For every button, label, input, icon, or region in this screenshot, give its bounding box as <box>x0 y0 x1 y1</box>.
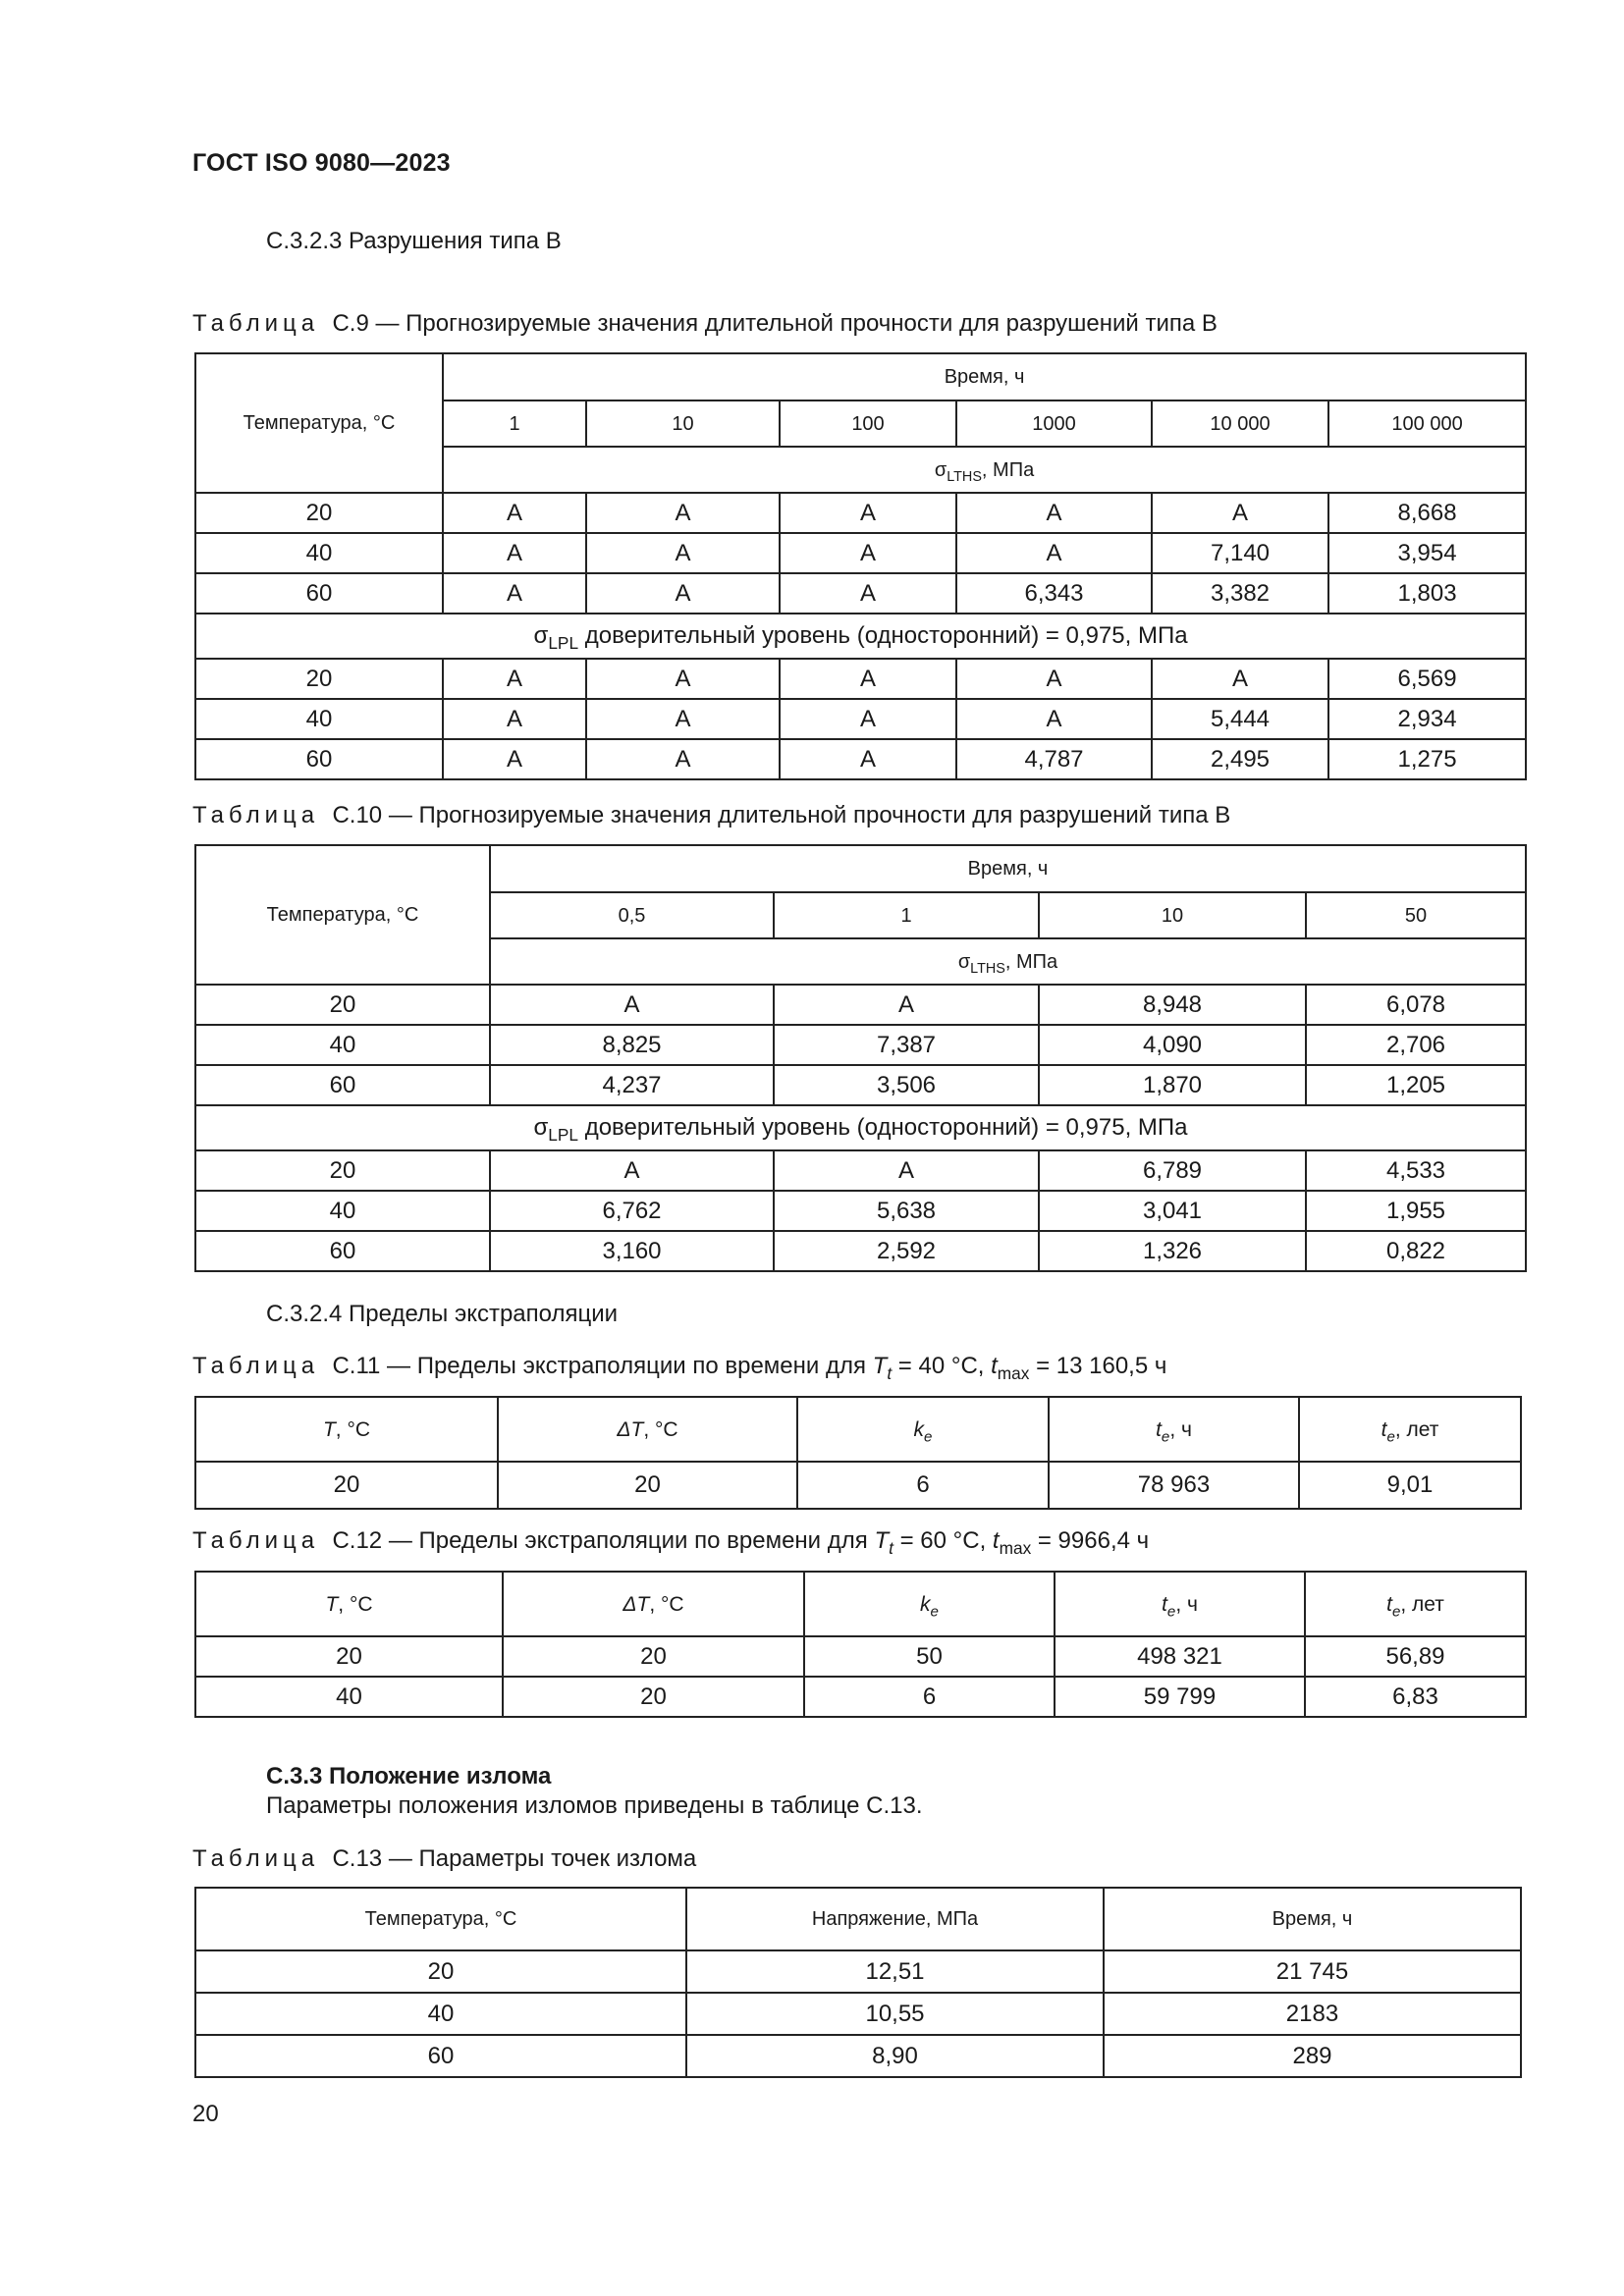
sub: e <box>1386 1427 1395 1445</box>
table-cell: 50 <box>804 1636 1055 1677</box>
table-cell: А <box>490 1150 774 1191</box>
table-cell: А <box>443 739 586 779</box>
sub: e <box>924 1427 933 1445</box>
table-cell: 289 <box>1104 2035 1521 2077</box>
table-cell: А <box>774 985 1039 1025</box>
lpl-text: доверительный уровень (односторонний) = 0,975, МПа <box>578 622 1188 649</box>
table-cell: А <box>443 573 586 614</box>
time-col-10: 10 <box>586 400 780 447</box>
time-header: Время, ч <box>490 845 1526 892</box>
temp-header: Температура, °С <box>195 845 490 985</box>
table-cell: 6,789 <box>1039 1150 1306 1191</box>
table-cell: 7,140 <box>1152 533 1328 573</box>
table-cell: А <box>956 493 1152 533</box>
col-t-header <box>1055 1572 1305 1636</box>
sigma-sub: LTHS <box>970 960 1005 977</box>
sigma-symbol: σ <box>533 622 549 649</box>
table-c10-caption <box>192 802 1230 829</box>
table-cell: 4,787 <box>956 739 1152 779</box>
table-c9 <box>194 352 1527 780</box>
table-cell: 20 <box>195 1636 503 1677</box>
sigma-lpl-row <box>195 1105 1526 1150</box>
table-c11-caption <box>192 1353 1167 1384</box>
caption-end: = 13 160,5 ч <box>1029 1353 1167 1379</box>
table-cell: А <box>586 493 780 533</box>
caption-tmax: t <box>992 1527 1000 1554</box>
table-cell: 6 <box>797 1462 1049 1509</box>
table-cell: А <box>586 699 780 739</box>
time-col-100000: 100 000 <box>1328 400 1526 447</box>
caption-tmax: t <box>991 1353 998 1379</box>
table-cell: 8,668 <box>1328 493 1526 533</box>
table-cell: 6,83 <box>1305 1677 1526 1717</box>
table-cell: А <box>1152 493 1328 533</box>
time-col-0-5: 0,5 <box>490 892 774 938</box>
time-col-1000: 1000 <box>956 400 1152 447</box>
caption-tmax-sub: max <box>997 1363 1030 1384</box>
table-cell: 60 <box>195 739 443 779</box>
table-cell: А <box>490 985 774 1025</box>
table-cell: 0,822 <box>1306 1231 1526 1271</box>
table-cell: 1,326 <box>1039 1231 1306 1271</box>
table-c13 <box>194 1887 1522 2078</box>
caption-mid: = 60 °С, <box>893 1527 993 1554</box>
time-header: Время, ч <box>443 353 1526 400</box>
col-years-header <box>1299 1397 1521 1462</box>
col-years-header <box>1305 1572 1526 1636</box>
table-cell: 3,506 <box>774 1065 1039 1105</box>
table-cell: А <box>774 1150 1039 1191</box>
time-header: Время, ч <box>1104 1888 1521 1950</box>
table-c13-caption <box>192 1845 696 1873</box>
table-cell: А <box>586 573 780 614</box>
table-cell: 498 321 <box>1055 1636 1305 1677</box>
section-body-c33: Параметры положения изломов приведены в таблице С.13. <box>266 1792 923 1819</box>
sub: e <box>930 1602 939 1620</box>
table-cell: 4,533 <box>1306 1150 1526 1191</box>
caption-pre: С.11 — Пределы экстраполяции по времени для <box>332 1353 873 1379</box>
table-cell: 4,237 <box>490 1065 774 1105</box>
table-cell: А <box>1152 659 1328 699</box>
caption-pre: С.12 — Пределы экстраполяции по времени для <box>332 1527 875 1554</box>
symbol: k <box>913 1417 925 1441</box>
symbol: T <box>325 1592 339 1616</box>
time-col-100: 100 <box>780 400 956 447</box>
table-cell: 40 <box>195 699 443 739</box>
table-c9-caption <box>192 310 1218 338</box>
section-title-c324: С.3.2.4 Пределы экстраполяции <box>266 1301 619 1327</box>
table-cell: 78 963 <box>1049 1462 1299 1509</box>
table-cell: 3,041 <box>1039 1191 1306 1231</box>
table-cell: 20 <box>195 493 443 533</box>
sub: e <box>1391 1602 1401 1620</box>
table-cell: 1,870 <box>1039 1065 1306 1105</box>
document-header: ГОСТ ISO 9080—2023 <box>192 149 451 177</box>
symbol: t <box>1380 1417 1387 1441</box>
table-cell: 6 <box>804 1677 1055 1717</box>
table-cell: А <box>780 493 956 533</box>
table-c10 <box>194 844 1527 1272</box>
table-cell: А <box>956 533 1152 573</box>
table-cell: А <box>780 533 956 573</box>
table-cell: 20 <box>195 1462 498 1509</box>
table-cell: 20 <box>498 1462 797 1509</box>
table-cell: 6,343 <box>956 573 1152 614</box>
table-cell: 40 <box>195 533 443 573</box>
symbol: T <box>322 1417 336 1441</box>
table-cell: 3,382 <box>1152 573 1328 614</box>
table-cell: 6,762 <box>490 1191 774 1231</box>
caption-t-sub: t <box>889 1538 893 1559</box>
symbol: t <box>1386 1592 1392 1616</box>
table-cell: 20 <box>503 1677 804 1717</box>
table-cell: 40 <box>195 1191 490 1231</box>
symbol: ΔT <box>623 1592 650 1616</box>
table-cell: 8,948 <box>1039 985 1306 1025</box>
sigma-unit: , МПа <box>1004 950 1058 973</box>
sigma-symbol: σ <box>934 458 947 481</box>
table-cell: 40 <box>195 1025 490 1065</box>
table-cell: 56,89 <box>1305 1636 1526 1677</box>
table-label: Таблица <box>192 802 320 828</box>
table-cell: 5,638 <box>774 1191 1039 1231</box>
table-cell: 4,090 <box>1039 1025 1306 1065</box>
table-cell: 20 <box>195 1150 490 1191</box>
table-cell: А <box>586 739 780 779</box>
caption-t-sub: t <box>887 1363 893 1384</box>
page-number: 20 <box>192 2101 219 2127</box>
table-cell: А <box>956 699 1152 739</box>
table-cell: А <box>956 659 1152 699</box>
temp-header: Температура, °С <box>195 353 443 493</box>
symbol: ΔT <box>617 1417 644 1441</box>
table-cell: 10,55 <box>686 1993 1104 2035</box>
table-cell: 2,706 <box>1306 1025 1526 1065</box>
symbol: k <box>920 1592 931 1616</box>
section-title-c323: С.3.2.3 Разрушения типа В <box>266 228 562 254</box>
caption-end: = 9966,4 ч <box>1031 1527 1150 1554</box>
table-cell: А <box>586 659 780 699</box>
table-cell: 1,275 <box>1328 739 1526 779</box>
table-cell: 7,387 <box>774 1025 1039 1065</box>
lpl-text: доверительный уровень (односторонний) = 0,975, МПа <box>578 1114 1188 1141</box>
table-cell: 1,803 <box>1328 573 1526 614</box>
sub: e <box>1166 1602 1176 1620</box>
sigma-sub: LPL <box>548 1125 579 1146</box>
table-cell: 2,934 <box>1328 699 1526 739</box>
table-cell: 8,90 <box>686 2035 1104 2077</box>
table-label: Таблица <box>192 310 320 337</box>
unit: , лет <box>1394 1417 1439 1441</box>
col-dT-header <box>503 1572 804 1636</box>
table-cell: А <box>780 573 956 614</box>
table-cell: 60 <box>195 1231 490 1271</box>
table-cell: 1,955 <box>1306 1191 1526 1231</box>
symbol: t <box>1156 1417 1162 1441</box>
caption-text: С.13 — Параметры точек излома <box>332 1845 697 1872</box>
stress-header: Напряжение, МПа <box>686 1888 1104 1950</box>
unit: , °С <box>338 1592 373 1616</box>
table-cell: А <box>443 699 586 739</box>
symbol: t <box>1162 1592 1167 1616</box>
table-cell: 1,205 <box>1306 1065 1526 1105</box>
unit: , °С <box>335 1417 371 1441</box>
table-cell: 60 <box>195 2035 686 2077</box>
table-c12 <box>194 1571 1527 1718</box>
table-cell: 60 <box>195 1065 490 1105</box>
table-cell: 2,495 <box>1152 739 1328 779</box>
sigma-symbol: σ <box>533 1114 549 1141</box>
table-c12-caption <box>192 1527 1150 1559</box>
table-cell: 2183 <box>1104 1993 1521 2035</box>
sigma-sub: LTHS <box>947 468 982 485</box>
table-label: Таблица <box>192 1845 320 1872</box>
table-cell: 59 799 <box>1055 1677 1305 1717</box>
table-cell: 20 <box>195 985 490 1025</box>
table-cell: А <box>443 533 586 573</box>
table-cell: А <box>780 739 956 779</box>
table-cell: 3,954 <box>1328 533 1526 573</box>
table-cell: 20 <box>195 659 443 699</box>
col-T-header <box>195 1397 498 1462</box>
table-label: Таблица <box>192 1353 320 1379</box>
table-cell: 40 <box>195 1677 503 1717</box>
caption-mid: = 40 °С, <box>892 1353 992 1379</box>
table-cell: 8,825 <box>490 1025 774 1065</box>
table-cell: 20 <box>503 1636 804 1677</box>
unit: , °С <box>643 1417 678 1441</box>
table-label: Таблица <box>192 1527 320 1554</box>
unit: , °С <box>649 1592 684 1616</box>
table-cell: А <box>780 659 956 699</box>
table-cell: А <box>780 699 956 739</box>
caption-tmax-sub: max <box>999 1538 1032 1559</box>
table-cell: 40 <box>195 1993 686 2035</box>
table-cell: 6,078 <box>1306 985 1526 1025</box>
unit: , лет <box>1400 1592 1444 1616</box>
table-cell: 21 745 <box>1104 1950 1521 1993</box>
caption-t: T <box>872 1353 888 1379</box>
sigma-unit: , МПа <box>981 458 1035 481</box>
table-cell: 12,51 <box>686 1950 1104 1993</box>
table-cell: 6,569 <box>1328 659 1526 699</box>
time-col-10: 10 <box>1039 892 1306 938</box>
col-dT-header <box>498 1397 797 1462</box>
col-T-header <box>195 1572 503 1636</box>
temp-header: Температура, °С <box>195 1888 686 1950</box>
unit: , ч <box>1175 1592 1198 1616</box>
sigma-lths-header <box>443 447 1526 493</box>
table-cell: 2,592 <box>774 1231 1039 1271</box>
time-col-1: 1 <box>443 400 586 447</box>
table-cell: А <box>443 659 586 699</box>
time-col-50: 50 <box>1306 892 1526 938</box>
sigma-symbol: σ <box>957 950 971 973</box>
table-cell: 3,160 <box>490 1231 774 1271</box>
sigma-sub: LPL <box>548 633 579 654</box>
table-cell: А <box>586 533 780 573</box>
caption-text: С.9 — Прогнозируемые значения длительной прочности для разрушений типа В <box>332 310 1218 337</box>
time-col-10000: 10 000 <box>1152 400 1328 447</box>
sub: e <box>1161 1427 1170 1445</box>
sigma-lpl-row <box>195 614 1526 659</box>
table-cell: 5,444 <box>1152 699 1328 739</box>
caption-text: С.10 — Прогнозируемые значения длительной прочности для разрушений типа В <box>332 802 1231 828</box>
section-title-c33: С.3.3 Положение излома <box>266 1763 552 1789</box>
sigma-lths-header <box>490 938 1526 985</box>
table-cell: 20 <box>195 1950 686 1993</box>
table-cell: 9,01 <box>1299 1462 1521 1509</box>
table-cell: 60 <box>195 573 443 614</box>
col-k-header <box>797 1397 1049 1462</box>
table-cell: А <box>443 493 586 533</box>
unit: , ч <box>1169 1417 1192 1441</box>
col-t-header <box>1049 1397 1299 1462</box>
table-c11 <box>194 1396 1522 1510</box>
time-col-1: 1 <box>774 892 1039 938</box>
col-k-header <box>804 1572 1055 1636</box>
caption-t: T <box>874 1527 890 1554</box>
